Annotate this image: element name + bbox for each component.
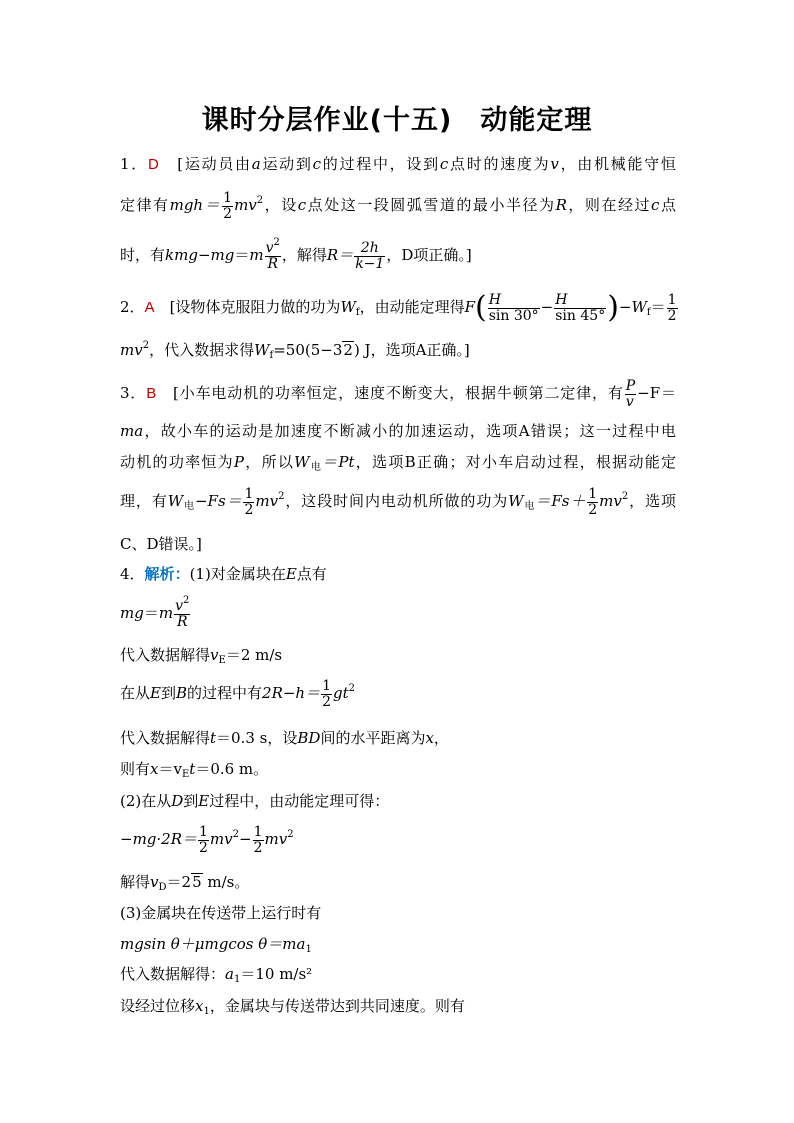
den: 2: [667, 307, 677, 324]
sym-B: B: [175, 684, 188, 702]
num: 1: [588, 485, 598, 502]
num: 1: [199, 823, 208, 840]
q4-text: (3)金属块在传送带上运行时有: [120, 904, 322, 922]
equals: ＝: [143, 604, 159, 622]
sym-D: D: [171, 792, 184, 810]
sym-Fs2: ＝Fs＋: [535, 492, 587, 510]
sym-eq3: mgsin θ＋μmgcos θ＝ma: [120, 935, 306, 953]
sym-v: v: [150, 873, 159, 891]
q3-text: 理，有: [120, 492, 168, 510]
q4-text: ＝0.6 m。: [195, 760, 269, 778]
sym-R: R: [267, 255, 279, 272]
q3-text: ，所以: [244, 453, 295, 471]
q1-text: 时，有: [120, 246, 166, 264]
q4-number: 4．: [120, 565, 145, 583]
sup-2: 2: [287, 829, 294, 840]
sym-ma: ma: [120, 422, 144, 440]
fraction-2h-k: [354, 241, 385, 272]
den: [354, 257, 385, 272]
sym-c: c: [651, 196, 660, 214]
sym-W: W: [340, 298, 356, 316]
q4-text: 到: [183, 792, 199, 810]
sym-v: v: [175, 597, 183, 614]
num: [174, 594, 190, 615]
sym-W: W: [294, 453, 310, 471]
q4-text: ＝0.3 s，设: [216, 729, 298, 747]
q4-eq-2: [120, 820, 676, 858]
sym-E: E: [285, 565, 297, 583]
sym-t: t: [210, 729, 217, 747]
q1-text: 的过程中，设到: [321, 155, 440, 173]
sym-P: P: [625, 377, 636, 394]
page-title: [0, 98, 794, 137]
den: sin 45°: [555, 307, 606, 324]
q1-text: 定律有: [120, 196, 170, 214]
fraction-half: [667, 293, 678, 324]
colon: ：: [174, 565, 190, 583]
q1-text: 点处这一段圆弧雪道的最小半径为: [306, 196, 556, 214]
sup-2: 2: [183, 594, 190, 606]
q4-eq-3: [120, 934, 676, 954]
q4-line-t: [120, 728, 676, 748]
den: 2: [244, 501, 254, 518]
q4-text: 到: [160, 684, 176, 702]
q4-text: 的过程中有: [187, 684, 263, 702]
sup-2: 2: [232, 829, 239, 840]
sym-v: v: [550, 155, 559, 173]
sym-x: x: [425, 729, 434, 747]
den: [265, 257, 281, 272]
q1-text: 点时的速度为: [448, 155, 551, 173]
sym-v: v: [265, 239, 274, 256]
q1-text: 点: [659, 196, 676, 214]
sym-m: m: [249, 246, 264, 264]
sup-2: 2: [273, 236, 280, 248]
num: [265, 236, 281, 257]
title-topic: 动能定理: [480, 105, 593, 136]
sub-dian: 电: [183, 501, 195, 512]
fraction-vE-R: [174, 594, 190, 630]
paren: ): [607, 290, 619, 325]
den: 2: [253, 839, 263, 856]
sym-mv: mv: [234, 196, 257, 214]
sub-f: f: [269, 350, 274, 361]
q3-text: −F＝: [637, 384, 676, 402]
paren: (: [475, 290, 487, 325]
q1-text: [运动员由: [177, 155, 252, 173]
equals: ＝: [234, 246, 250, 264]
sup-2: 2: [278, 491, 285, 502]
q4-line-x: [120, 759, 676, 779]
den: 2: [322, 693, 332, 710]
num: [625, 379, 636, 395]
q4-line-vE: [120, 645, 676, 665]
q3-text: ，选项: [628, 492, 676, 510]
q4-line-vD: [120, 872, 676, 892]
q1-line-3: [120, 238, 676, 272]
sub-f: f: [646, 307, 651, 318]
q4-text: ＝10 m/s²: [240, 965, 313, 983]
sub-E: E: [181, 769, 190, 780]
sym-v: v: [625, 393, 634, 410]
sym-P: P: [233, 453, 245, 471]
q4-line-1: [120, 564, 676, 584]
fraction-half: [321, 679, 332, 710]
sym-a: a: [251, 155, 261, 173]
num: [354, 241, 385, 257]
q1-text: ，设: [263, 196, 298, 214]
sub-1: 1: [203, 1006, 210, 1017]
sym-x: x: [195, 997, 204, 1015]
q4-text: ＝2 m/s: [225, 646, 283, 664]
sym-x: x: [150, 760, 159, 778]
sym-a: a: [225, 965, 234, 983]
fraction-v2-R: [265, 236, 281, 272]
sym-mv: mv: [264, 830, 288, 848]
minus: −: [618, 298, 632, 316]
sym-mv: mv: [599, 492, 622, 510]
sym-v: v: [210, 646, 219, 664]
sym-c: c: [312, 155, 322, 173]
sym-R: R: [555, 196, 567, 214]
sym-R-eq: R＝: [326, 246, 354, 264]
q2-line-1: [120, 290, 676, 325]
sym-mg: mg: [120, 604, 144, 622]
sym-m: m: [158, 604, 174, 622]
q4-text: ＝2: [166, 873, 192, 891]
sym-H: H: [488, 291, 501, 308]
sup-2: 2: [621, 491, 629, 502]
q2-line-2: [120, 340, 676, 360]
sym-F: F: [464, 298, 475, 316]
sym-c: c: [439, 155, 449, 173]
q4-text: ，: [433, 729, 449, 747]
q1-number: 1．: [120, 155, 148, 173]
sym-mv: mv: [209, 830, 233, 848]
sym-mg: mg: [210, 246, 235, 264]
q3-answer: B: [146, 385, 157, 402]
sqrt-5: 5: [192, 873, 202, 891]
q2-text: ) J，选项A正确。]: [353, 341, 470, 359]
num: 1: [322, 677, 332, 694]
q3-text: [小车电动机的功率恒定，速度不断变大，根据牛顿第二定律，有: [173, 384, 624, 402]
q2-text: [设物体克服阻力做的功为: [169, 298, 341, 316]
minus: −: [197, 246, 211, 264]
sup-2: 2: [142, 340, 150, 351]
q1-answer: D: [148, 156, 159, 173]
num: [488, 293, 540, 309]
sub-D: D: [158, 882, 167, 893]
fraction-half: [253, 825, 264, 856]
q2-number: 2．: [120, 298, 145, 316]
sym-kmg: kmg: [165, 246, 198, 264]
fraction-half: [243, 487, 254, 518]
q4-text: 点有: [296, 565, 327, 583]
fraction-P-v: [625, 379, 636, 410]
sym-t: t: [189, 760, 196, 778]
q3-line-1: [120, 376, 676, 411]
num: 1: [244, 485, 254, 502]
q4-text: 过程中，由动能定理可得：: [209, 792, 390, 810]
q4-text: (2)在从: [120, 792, 172, 810]
q1-text: ，D项正确。]: [386, 246, 472, 264]
q4-eq-1: [120, 594, 676, 632]
q4-text: 则有: [120, 760, 151, 778]
q2-text: ，代入数据求得: [149, 341, 255, 359]
sym-mg2R: −mg·2R＝: [120, 830, 197, 848]
den: 2: [588, 501, 598, 518]
q4-line-fall: [120, 676, 676, 710]
sub-E: E: [218, 655, 226, 666]
q2-text: =50(5−3: [273, 341, 343, 359]
fraction-half: [198, 825, 209, 856]
sym-Fs: −Fs＝: [194, 492, 243, 510]
sub-f: f: [355, 307, 360, 318]
sym-W: W: [167, 492, 184, 510]
fraction-half: [222, 191, 233, 222]
minus: −: [239, 830, 252, 848]
sub-1: 1: [233, 974, 241, 985]
sup-2: 2: [348, 683, 356, 694]
q3-number: 3．: [120, 384, 147, 402]
sym-mv: mv: [120, 341, 143, 359]
q4-text: 设经过位移: [120, 997, 196, 1015]
sym-mgh: mgh＝: [169, 196, 222, 214]
q2-answer: A: [144, 299, 155, 316]
sym-H: H: [555, 291, 568, 308]
q1-text: 运动到: [260, 155, 313, 173]
sqrt-2: 2: [343, 341, 353, 359]
sub-1: 1: [305, 944, 312, 955]
q3-line-5: [120, 534, 676, 554]
q3-text: ，故小车的运动是加速度不断减小的加速运动，选项A错误；这一过程中电: [143, 422, 676, 440]
q3-text: ，选项B正确；对小车启动过程，根据动能定: [354, 453, 676, 471]
q1-line-2: [120, 190, 676, 222]
q4-text: 代入数据解得: [120, 646, 211, 664]
q4-text: ，金属块与传送带达到共同速度。则有: [209, 997, 465, 1015]
sym-BD: BD: [297, 729, 321, 747]
q4-line-last: [120, 996, 676, 1016]
eq-v: ＝v: [158, 760, 182, 778]
q3-line-3: [120, 452, 676, 472]
sym-2h: 2h: [360, 239, 379, 256]
q4-line-p2: [120, 791, 676, 811]
den: [174, 615, 190, 630]
q4-text: 在从: [120, 684, 151, 702]
title-main: 课时分层作业(十五): [201, 105, 453, 136]
minus: −: [540, 298, 554, 316]
q3-line-4: [120, 485, 676, 518]
q4-text: 间的水平距离为: [320, 729, 426, 747]
q4-text: 代入数据解得: [120, 729, 211, 747]
sub-dian: 电: [523, 501, 536, 512]
sup-2: 2: [256, 195, 264, 206]
q4-line-p3: [120, 903, 676, 923]
sym-k1: k−1: [355, 255, 385, 272]
num: 1: [223, 189, 233, 206]
sym-R: R: [176, 613, 188, 630]
fraction-H-sin30: [488, 293, 540, 324]
sym-Pt: ＝Pt: [322, 453, 355, 471]
sym-W: W: [254, 341, 270, 359]
q1-text: ，则在经过: [566, 196, 652, 214]
sym-2R-h: 2R−h＝: [262, 684, 321, 702]
q4-text: (1)对金属块在: [189, 565, 286, 583]
den: 2: [223, 205, 233, 222]
sym-c: c: [297, 196, 307, 214]
num: [554, 293, 606, 309]
num: 1: [253, 823, 263, 840]
q3-text: 动机的功率恒为: [120, 453, 234, 471]
q1-text: ，解得: [281, 246, 327, 264]
sym-mv: mv: [255, 492, 279, 510]
equals: ＝: [650, 298, 666, 316]
den: 2: [199, 839, 208, 856]
fraction-half: [587, 487, 598, 518]
q4-line-a1: [120, 964, 676, 984]
den: [625, 395, 636, 410]
q3-text: ，这段时间内电动机所做的功为: [284, 492, 509, 510]
sub-dian: 电: [309, 462, 323, 473]
sym-W: W: [508, 492, 524, 510]
fraction-H-sin45: [554, 293, 606, 324]
q4-analysis-label: 解析: [144, 565, 175, 583]
q2-text: ，由动能定理得: [359, 298, 465, 316]
q4-text: 解得: [120, 873, 151, 891]
q3-text: C、D错误。]: [120, 535, 202, 553]
q1-text: ，由机械能守恒: [558, 155, 676, 173]
num: 1: [667, 291, 677, 308]
sym-E: E: [150, 684, 161, 702]
q1-line-1: [120, 154, 676, 175]
sym-W: W: [631, 298, 647, 316]
sym-E: E: [198, 792, 210, 810]
q4-text: m/s。: [202, 873, 250, 891]
q4-text: 代入数据解得：: [120, 965, 226, 983]
den: sin 30°: [488, 307, 539, 324]
q3-line-2: [120, 421, 676, 441]
sym-gt: gt: [333, 684, 349, 702]
